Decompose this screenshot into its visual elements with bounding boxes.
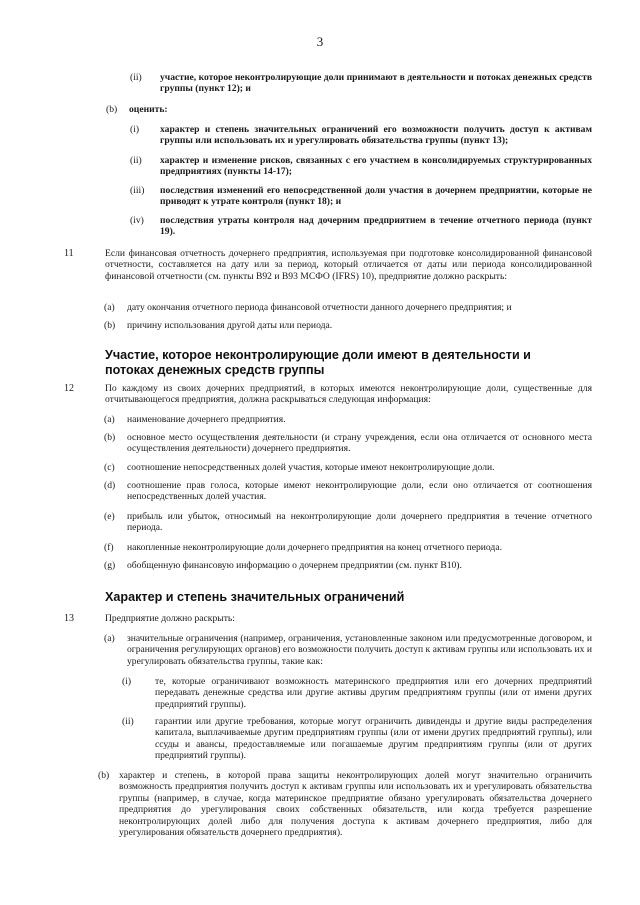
section-heading: Участие, которое неконтролирующие доли имеют в деятельности и потоках денежных средств группы xyxy=(105,348,531,377)
list-marker: (b) xyxy=(98,770,110,781)
paragraph-text: По каждому из своих дочерних предприятий, в которых имеются неконтролирующие доли, существенные для отчитывающегося предприятия, должна раскрываться следующая информация: xyxy=(105,383,592,406)
list-marker: (ii) xyxy=(122,716,134,727)
list-marker: (iv) xyxy=(130,215,144,226)
list-item-text: те, которые ограничивают возможность материнского предприятия или его дочерних предприятий передавать денежные средства или другие активы другим предприятиям группы (или от имени других предприятий группы). xyxy=(155,676,592,710)
list-item-text: характер и степень, в которой права защиты неконтролирующих долей могут значительно ограничить возможность предприятия получить доступ к активам группы или использовать их и урегулировать обязательства группы (например, в случае, когда материнское предприятие обязано урегулировать обязательства дочернего предприятия до урегулирования своих собственных обязательств, или когда требуется разрешение неконтролирующих долей либо для получения доступа к активам дочернего предприятия, либо для урегулирования обязательств дочернего предприятия). xyxy=(119,770,592,839)
list-item-text: накопленные неконтролирующие доли дочернего предприятия на конец отчетного периода. xyxy=(127,542,502,553)
list-marker: (c) xyxy=(104,462,115,473)
list-marker: (b) xyxy=(106,104,118,115)
list-item-text: основное место осуществления деятельности (и страну учреждения, если она отличается от основного места осуществления деятельности) дочернего предприятия. xyxy=(127,432,592,455)
paragraph-number: 12 xyxy=(64,383,74,394)
list-marker: (iii) xyxy=(130,185,145,196)
paragraph-text: Предприятие должно раскрыть: xyxy=(105,613,235,624)
list-item-text: последствия утраты контроля над дочерним предприятием в течение отчетного периода (пункт 19). xyxy=(160,215,592,238)
list-item-text: гарантии или другие требования, которые могут ограничить дивиденды и другие виды распределения капитала, выплачиваемые другим предприятиям группы (или от имени других предприятий группы), или ссуды и авансы, предоставляемые или погашаемые другим предприятиям группы (или от других предприятий группы). xyxy=(155,716,592,762)
list-marker: (b) xyxy=(104,432,116,443)
list-item-text: характер и степень значительных ограничений его возможности получить доступ к активам группы или использовать их и урегулировать обязательства группы (пункт 13); xyxy=(160,124,592,147)
list-marker: (g) xyxy=(104,560,116,571)
list-marker: (a) xyxy=(104,414,115,425)
list-marker: (d) xyxy=(104,480,116,491)
list-item-text: значительные ограничения (например, ограничения, установленные законом или предусмотренные договором, и ограничения регулирующих органов) его возможности получить доступ к активам группы или использовать их и урегулировать обязательства группы, такие как: xyxy=(127,633,592,667)
list-item-text: наименование дочернего предприятия. xyxy=(127,414,286,425)
list-item-text: оценить: xyxy=(129,104,168,115)
list-marker: (a) xyxy=(104,302,115,313)
list-marker: (ii) xyxy=(130,72,142,83)
list-item-text: дату окончания отчетного периода финансовой отчетности данного дочернего предприятия; и xyxy=(127,302,512,313)
list-marker: (b) xyxy=(104,320,116,331)
list-marker: (i) xyxy=(122,676,132,687)
list-item-text: прибыль или убыток, относимый на неконтролирующие доли дочернего предприятия в течение отчетного периода. xyxy=(127,511,592,534)
list-marker: (i) xyxy=(130,124,140,135)
list-marker: (f) xyxy=(104,542,114,553)
list-item-text: соотношение прав голоса, которые имеют неконтролирующие доли, если оно отличается от соотношения непосредственных долей участия. xyxy=(127,480,592,503)
list-item-text: причину использования другой даты или периода. xyxy=(127,320,333,331)
list-item-text: обобщенную финансовую информацию о дочернем предприятии (см. пункт B10). xyxy=(127,560,462,571)
list-item-text: характер и изменение рисков, связанных с его участием в консолидируемых структурированных предприятиях (пункты 14-17); xyxy=(160,155,592,178)
page-number: 3 xyxy=(316,34,324,49)
list-item-text: последствия изменений его непосредственной доли участия в дочернем предприятии, которые не приводят к утрате контроля (пункт 18); и xyxy=(160,185,592,208)
list-item-text: участие, которое неконтролирующие доли принимают в деятельности и потоках денежных средств группы (пункт 12); и xyxy=(160,72,592,95)
list-marker: (ii) xyxy=(130,155,142,166)
list-marker: (a) xyxy=(104,633,115,644)
list-item-text: соотношение непосредственных долей участия, которые имеют неконтролирующие доли. xyxy=(127,462,495,473)
paragraph-text: Если финансовая отчетность дочернего предприятия, используемая при подготовке консолидированной финансовой отчетности, составляется на дату или за период, который отличается от даты или периода консолидированной финансовой отчетности (см. пункты B92 и B93 МСФО (IFRS) 10), предприятие должно раскрыть: xyxy=(105,248,592,282)
list-marker: (e) xyxy=(104,511,115,522)
paragraph-number: 13 xyxy=(64,613,74,624)
section-heading: Характер и степень значительных ограничений xyxy=(105,590,405,604)
paragraph-number: 11 xyxy=(64,248,74,259)
